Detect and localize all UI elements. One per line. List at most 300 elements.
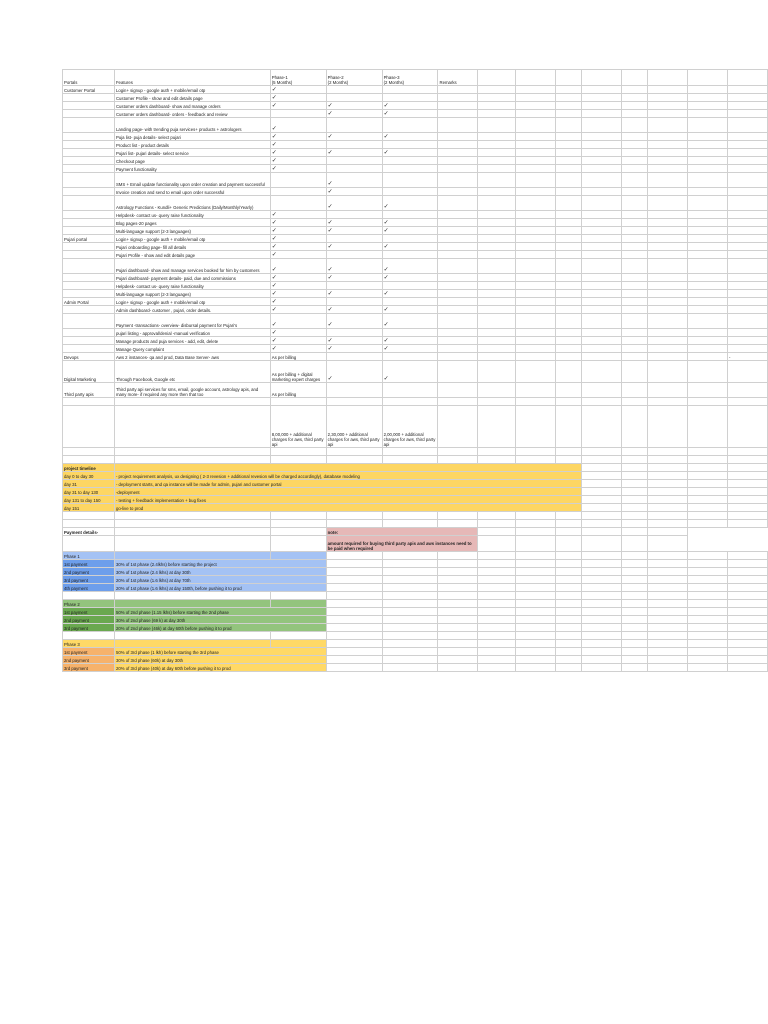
empty-cell[interactable]	[582, 560, 622, 568]
empty-cell[interactable]	[438, 448, 478, 456]
empty-cell[interactable]	[582, 472, 622, 480]
empty-cell[interactable]	[516, 70, 556, 86]
empty-cell[interactable]	[438, 157, 478, 165]
feature-text[interactable]: Login+ signup - google auth + mobile/email otp	[114, 86, 270, 94]
portal-name[interactable]	[63, 227, 115, 235]
empty-cell[interactable]	[556, 664, 582, 672]
empty-cell[interactable]	[438, 456, 478, 464]
empty-cell[interactable]	[382, 616, 438, 624]
empty-cell[interactable]	[478, 298, 516, 306]
empty-cell[interactable]	[727, 149, 767, 157]
empty-cell[interactable]	[478, 188, 516, 196]
empty-cell[interactable]	[478, 640, 516, 648]
check-icon[interactable]: ✓	[270, 219, 326, 227]
empty-cell[interactable]	[556, 141, 582, 149]
empty-cell[interactable]	[438, 337, 478, 345]
empty-cell[interactable]	[478, 398, 516, 406]
empty-cell[interactable]	[622, 496, 648, 504]
phase-1-value[interactable]	[270, 173, 326, 188]
phase-2-value[interactable]	[326, 353, 382, 361]
empty-cell[interactable]	[478, 141, 516, 149]
empty-cell[interactable]	[688, 361, 728, 383]
empty-cell[interactable]	[688, 173, 728, 188]
payment-description[interactable]: 20% of 2nd phase (46k) at day 60th before pushing it to prod	[114, 624, 326, 632]
check-icon[interactable]: ✓	[326, 274, 382, 282]
empty-cell[interactable]	[516, 560, 556, 568]
empty-cell[interactable]	[688, 448, 728, 456]
empty-cell[interactable]	[688, 219, 728, 227]
check-icon[interactable]: ✓	[326, 173, 382, 188]
empty-cell[interactable]	[382, 600, 438, 608]
check-icon[interactable]: ✓	[326, 306, 382, 314]
empty-cell[interactable]	[582, 110, 622, 118]
feature-text[interactable]: Helpdesk- contact us- query raise functionality	[114, 211, 270, 219]
empty-cell[interactable]	[727, 243, 767, 251]
feature-text[interactable]: Customer orders dashboard- show and manage orders	[114, 102, 270, 110]
empty-cell[interactable]	[727, 282, 767, 290]
empty-cell[interactable]	[438, 314, 478, 329]
empty-cell[interactable]	[438, 173, 478, 188]
empty-cell[interactable]	[582, 70, 622, 86]
portal-name[interactable]	[63, 345, 115, 353]
empty-cell[interactable]	[382, 640, 438, 648]
check-icon[interactable]: ✓	[270, 314, 326, 329]
empty-cell[interactable]	[688, 141, 728, 149]
empty-cell[interactable]	[688, 496, 728, 504]
portal-name[interactable]	[63, 141, 115, 149]
empty-cell[interactable]	[270, 520, 326, 528]
empty-cell[interactable]	[622, 141, 648, 149]
empty-cell[interactable]	[516, 211, 556, 219]
empty-cell[interactable]	[727, 488, 767, 496]
timeline-description[interactable]: -deployment	[114, 488, 581, 496]
empty-cell[interactable]	[688, 274, 728, 282]
empty-cell[interactable]	[727, 648, 767, 656]
empty-cell[interactable]	[582, 149, 622, 157]
phase-name[interactable]: Phase 1	[63, 552, 115, 560]
empty-cell[interactable]	[727, 211, 767, 219]
empty-cell[interactable]	[438, 329, 478, 337]
empty-cell[interactable]	[582, 337, 622, 345]
empty-cell[interactable]	[478, 448, 516, 456]
empty-cell[interactable]	[478, 165, 516, 173]
payment-description[interactable]: 20% of 3rd phase (40k) at day 60th before pushing it to prod	[114, 664, 326, 672]
phase-2-value[interactable]	[326, 235, 382, 243]
empty-cell[interactable]	[114, 512, 270, 520]
empty-cell[interactable]	[516, 141, 556, 149]
empty-cell[interactable]	[382, 568, 438, 576]
timeline-description[interactable]: go-live to prod	[114, 504, 581, 512]
check-icon[interactable]: ✓	[270, 211, 326, 219]
empty-cell[interactable]	[688, 133, 728, 141]
empty-cell[interactable]	[727, 188, 767, 196]
empty-cell[interactable]	[582, 219, 622, 227]
empty-cell[interactable]	[727, 552, 767, 560]
empty-cell[interactable]	[727, 480, 767, 488]
check-icon[interactable]: ✓	[326, 149, 382, 157]
empty-cell[interactable]	[63, 632, 115, 640]
empty-cell[interactable]	[622, 337, 648, 345]
check-icon[interactable]: ✓	[326, 361, 382, 383]
empty-cell[interactable]	[556, 219, 582, 227]
check-icon[interactable]: ✓	[326, 196, 382, 211]
empty-cell[interactable]	[582, 624, 622, 632]
check-icon[interactable]: ✓	[382, 274, 438, 282]
empty-cell[interactable]	[582, 157, 622, 165]
empty-cell[interactable]	[648, 608, 688, 616]
empty-cell[interactable]	[382, 608, 438, 616]
empty-cell[interactable]	[582, 576, 622, 584]
timeline-period[interactable]: day 151	[63, 504, 115, 512]
empty-cell[interactable]	[516, 353, 556, 361]
empty-cell[interactable]	[326, 608, 382, 616]
check-icon[interactable]: ✓	[326, 102, 382, 110]
empty-cell[interactable]	[63, 512, 115, 520]
empty-cell[interactable]	[556, 282, 582, 290]
check-icon[interactable]: ✓	[382, 361, 438, 383]
phase-3-value[interactable]	[382, 353, 438, 361]
empty-cell[interactable]	[270, 536, 326, 552]
empty-cell[interactable]	[622, 504, 648, 512]
check-icon[interactable]: ✓	[326, 345, 382, 353]
empty-cell[interactable]	[63, 536, 115, 552]
phase-2-value[interactable]	[326, 94, 382, 102]
phase-3-value[interactable]	[382, 141, 438, 149]
empty-cell[interactable]	[326, 656, 382, 664]
empty-cell[interactable]	[648, 624, 688, 632]
empty-cell[interactable]	[516, 86, 556, 94]
empty-cell[interactable]	[516, 274, 556, 282]
empty-cell[interactable]	[648, 640, 688, 648]
empty-cell[interactable]	[582, 282, 622, 290]
phase-fill[interactable]	[270, 600, 326, 608]
empty-cell[interactable]	[516, 314, 556, 329]
empty-cell[interactable]	[582, 480, 622, 488]
empty-cell[interactable]	[622, 133, 648, 141]
empty-cell[interactable]	[582, 536, 622, 552]
empty-cell[interactable]	[556, 329, 582, 337]
empty-cell[interactable]	[688, 398, 728, 406]
empty-cell[interactable]	[438, 624, 478, 632]
empty-cell[interactable]	[478, 353, 516, 361]
empty-cell[interactable]	[478, 552, 516, 560]
empty-cell[interactable]	[478, 656, 516, 664]
payment-description[interactable]: 30% of 1st phase (2.4 lkhs) at day 30th	[114, 568, 326, 576]
empty-cell[interactable]	[648, 353, 688, 361]
phase-2-value[interactable]	[326, 329, 382, 337]
empty-cell[interactable]	[516, 632, 556, 640]
empty-cell[interactable]	[516, 259, 556, 274]
empty-cell[interactable]	[516, 290, 556, 298]
empty-cell[interactable]	[438, 383, 478, 398]
empty-cell[interactable]	[582, 94, 622, 102]
empty-cell[interactable]	[688, 616, 728, 624]
empty-cell[interactable]	[438, 165, 478, 173]
empty-cell[interactable]	[582, 141, 622, 149]
empty-cell[interactable]	[556, 86, 582, 94]
phase-fill[interactable]	[114, 552, 270, 560]
empty-cell[interactable]	[478, 149, 516, 157]
empty-cell[interactable]	[516, 118, 556, 133]
empty-cell[interactable]	[648, 86, 688, 94]
check-icon[interactable]: ✓	[270, 282, 326, 290]
empty-cell[interactable]	[478, 157, 516, 165]
empty-cell[interactable]	[582, 173, 622, 188]
payment-title[interactable]: Payment details-	[63, 528, 115, 536]
payment-label[interactable]: 1st payment	[63, 560, 115, 568]
feature-text[interactable]: Login+ signup - google auth + mobile/email otp	[114, 235, 270, 243]
empty-cell[interactable]	[582, 133, 622, 141]
empty-cell[interactable]	[622, 656, 648, 664]
empty-cell[interactable]	[727, 456, 767, 464]
empty-cell[interactable]	[556, 398, 582, 406]
empty-cell[interactable]	[382, 624, 438, 632]
timeline-period[interactable]: day 31 to day 130	[63, 488, 115, 496]
empty-cell[interactable]	[478, 624, 516, 632]
empty-cell[interactable]	[516, 383, 556, 398]
feature-text[interactable]: pujari listing - approval/denial -manual verification	[114, 329, 270, 337]
phase-fill[interactable]	[270, 552, 326, 560]
empty-cell[interactable]	[382, 656, 438, 664]
empty-cell[interactable]	[438, 664, 478, 672]
phase-1-cost[interactable]: 8,00,000 + additional charges for aws, third party api	[270, 406, 326, 448]
empty-cell[interactable]	[438, 118, 478, 133]
feature-text[interactable]: Payment functionality	[114, 165, 270, 173]
empty-cell[interactable]	[622, 235, 648, 243]
empty-cell[interactable]	[727, 227, 767, 235]
empty-cell[interactable]	[648, 552, 688, 560]
empty-cell[interactable]	[582, 448, 622, 456]
empty-cell[interactable]	[582, 345, 622, 353]
payment-description[interactable]: 30% of 1st phase (2.4lkhs) before starting the project	[114, 560, 326, 568]
empty-cell[interactable]	[688, 520, 728, 528]
phase-3-value[interactable]	[382, 383, 438, 398]
empty-cell[interactable]	[727, 235, 767, 243]
empty-cell[interactable]	[622, 624, 648, 632]
empty-cell[interactable]	[63, 398, 115, 406]
empty-cell[interactable]	[648, 274, 688, 282]
portal-name[interactable]	[63, 337, 115, 345]
empty-cell[interactable]	[438, 608, 478, 616]
empty-cell[interactable]	[622, 592, 648, 600]
portal-name[interactable]: Pujari portal	[63, 235, 115, 243]
empty-cell[interactable]	[648, 584, 688, 592]
empty-cell[interactable]	[326, 560, 382, 568]
empty-cell[interactable]	[727, 504, 767, 512]
empty-cell[interactable]	[648, 361, 688, 383]
empty-cell[interactable]	[582, 504, 622, 512]
empty-cell[interactable]	[622, 306, 648, 314]
empty-cell[interactable]	[114, 520, 270, 528]
payment-label[interactable]: 3rd payment	[63, 576, 115, 584]
timeline-description[interactable]: - testing + feedback implementation + bug fixes	[114, 496, 581, 504]
empty-cell[interactable]	[622, 251, 648, 259]
portal-name[interactable]	[63, 149, 115, 157]
phase-2-value[interactable]	[326, 86, 382, 94]
empty-cell[interactable]	[727, 165, 767, 173]
phase-name[interactable]: Phase 2	[63, 600, 115, 608]
empty-cell[interactable]	[648, 259, 688, 274]
empty-cell[interactable]	[556, 243, 582, 251]
empty-cell[interactable]	[438, 616, 478, 624]
empty-cell[interactable]	[727, 560, 767, 568]
empty-cell[interactable]	[326, 592, 382, 600]
empty-cell[interactable]	[63, 520, 115, 528]
feature-text[interactable]: SMS + Email update functionality upon order creation and payment successful	[114, 173, 270, 188]
empty-cell[interactable]	[622, 568, 648, 576]
header-portals[interactable]: Portals	[63, 70, 115, 86]
empty-cell[interactable]	[556, 227, 582, 235]
empty-cell[interactable]	[478, 664, 516, 672]
empty-cell[interactable]	[582, 196, 622, 211]
empty-cell[interactable]	[622, 456, 648, 464]
phase-3-cost[interactable]: 2,00,000 + additional charges for aws, third party api	[382, 406, 438, 448]
empty-cell[interactable]	[622, 110, 648, 118]
empty-cell[interactable]	[622, 584, 648, 592]
empty-cell[interactable]	[516, 512, 556, 520]
empty-cell[interactable]	[438, 398, 478, 406]
portal-name[interactable]	[63, 290, 115, 298]
empty-cell[interactable]	[270, 512, 326, 520]
empty-cell[interactable]	[556, 592, 582, 600]
empty-cell[interactable]	[582, 298, 622, 306]
empty-cell[interactable]	[556, 536, 582, 552]
empty-cell[interactable]	[622, 536, 648, 552]
empty-cell[interactable]	[556, 314, 582, 329]
empty-cell[interactable]	[556, 648, 582, 656]
empty-cell[interactable]	[326, 512, 382, 520]
empty-cell[interactable]	[516, 520, 556, 528]
empty-cell[interactable]	[688, 227, 728, 235]
empty-cell[interactable]	[727, 173, 767, 188]
portal-name[interactable]	[63, 110, 115, 118]
empty-cell[interactable]	[478, 70, 516, 86]
empty-cell[interactable]	[516, 664, 556, 672]
empty-cell[interactable]	[556, 165, 582, 173]
empty-cell[interactable]	[648, 383, 688, 398]
empty-cell[interactable]	[382, 648, 438, 656]
empty-cell[interactable]	[438, 568, 478, 576]
empty-cell[interactable]	[582, 464, 622, 472]
empty-cell[interactable]	[582, 329, 622, 337]
feature-text[interactable]: Multi-language support (2-3 languages)	[114, 290, 270, 298]
phase-3-value[interactable]	[382, 165, 438, 173]
check-icon[interactable]: ✓	[270, 329, 326, 337]
empty-cell[interactable]	[438, 552, 478, 560]
empty-cell[interactable]	[688, 480, 728, 488]
empty-cell[interactable]	[727, 448, 767, 456]
empty-cell[interactable]	[582, 640, 622, 648]
feature-text[interactable]: Pujari Profile - show and edit details page	[114, 251, 270, 259]
empty-cell[interactable]	[727, 345, 767, 353]
empty-cell[interactable]	[648, 488, 688, 496]
empty-cell[interactable]	[648, 102, 688, 110]
empty-cell[interactable]	[582, 512, 622, 520]
empty-cell[interactable]	[622, 94, 648, 102]
empty-cell[interactable]	[478, 290, 516, 298]
empty-cell[interactable]	[727, 196, 767, 211]
empty-cell[interactable]	[478, 592, 516, 600]
empty-cell[interactable]	[516, 94, 556, 102]
empty-cell[interactable]	[114, 536, 270, 552]
empty-cell[interactable]	[648, 196, 688, 211]
empty-cell[interactable]	[648, 456, 688, 464]
check-icon[interactable]: ✓	[326, 227, 382, 235]
empty-cell[interactable]	[622, 196, 648, 211]
empty-cell[interactable]	[556, 173, 582, 188]
portal-name[interactable]	[63, 102, 115, 110]
empty-cell[interactable]	[648, 243, 688, 251]
empty-cell[interactable]	[478, 616, 516, 624]
empty-cell[interactable]	[326, 616, 382, 624]
empty-cell[interactable]	[114, 632, 270, 640]
empty-cell[interactable]	[478, 306, 516, 314]
empty-cell[interactable]	[622, 274, 648, 282]
empty-cell[interactable]	[438, 259, 478, 274]
empty-cell[interactable]	[648, 472, 688, 480]
empty-cell[interactable]	[727, 298, 767, 306]
empty-cell[interactable]	[516, 251, 556, 259]
empty-cell[interactable]	[556, 584, 582, 592]
empty-cell[interactable]	[582, 243, 622, 251]
empty-cell[interactable]	[438, 243, 478, 251]
empty-cell[interactable]	[727, 584, 767, 592]
empty-cell[interactable]	[326, 552, 382, 560]
empty-cell[interactable]	[727, 259, 767, 274]
empty-cell[interactable]	[438, 133, 478, 141]
check-icon[interactable]: ✓	[326, 133, 382, 141]
payment-label[interactable]: 1st payment	[63, 648, 115, 656]
empty-cell[interactable]	[688, 290, 728, 298]
check-icon[interactable]: ✓	[326, 314, 382, 329]
empty-cell[interactable]	[478, 608, 516, 616]
check-icon[interactable]: ✓	[382, 314, 438, 329]
empty-cell[interactable]	[556, 259, 582, 274]
check-icon[interactable]: ✓	[382, 345, 438, 353]
empty-cell[interactable]	[516, 173, 556, 188]
empty-cell[interactable]	[622, 528, 648, 536]
portal-name[interactable]	[63, 133, 115, 141]
empty-cell[interactable]	[270, 528, 326, 536]
check-icon[interactable]: ✓	[270, 251, 326, 259]
empty-cell[interactable]	[727, 329, 767, 337]
empty-cell[interactable]	[556, 110, 582, 118]
empty-cell[interactable]	[648, 464, 688, 472]
portal-name[interactable]: Devops	[63, 353, 115, 361]
empty-cell[interactable]	[688, 345, 728, 353]
empty-cell[interactable]	[727, 94, 767, 102]
empty-cell[interactable]	[326, 664, 382, 672]
empty-cell[interactable]	[516, 282, 556, 290]
timeline-fill[interactable]	[114, 464, 581, 472]
timeline-period[interactable]: day 0 to day 30	[63, 472, 115, 480]
timeline-description[interactable]: - deployment starts, and qa instance will be made for admin, pujari and customer portal	[114, 480, 581, 488]
empty-cell[interactable]	[622, 345, 648, 353]
phase-1-value[interactable]	[270, 196, 326, 211]
feature-text[interactable]: Pujari dashboard- show and manage services booked for him by customers	[114, 259, 270, 274]
portal-name[interactable]	[63, 118, 115, 133]
header-remarks[interactable]: Remarks	[438, 70, 478, 86]
check-icon[interactable]: ✓	[270, 94, 326, 102]
phase-2-value[interactable]	[326, 157, 382, 165]
empty-cell[interactable]	[438, 219, 478, 227]
empty-cell[interactable]	[556, 361, 582, 383]
empty-cell[interactable]	[556, 560, 582, 568]
portal-name[interactable]: Digital Marketing	[63, 361, 115, 383]
empty-cell[interactable]	[326, 568, 382, 576]
empty-cell[interactable]	[727, 118, 767, 133]
check-icon[interactable]: ✓	[270, 290, 326, 298]
